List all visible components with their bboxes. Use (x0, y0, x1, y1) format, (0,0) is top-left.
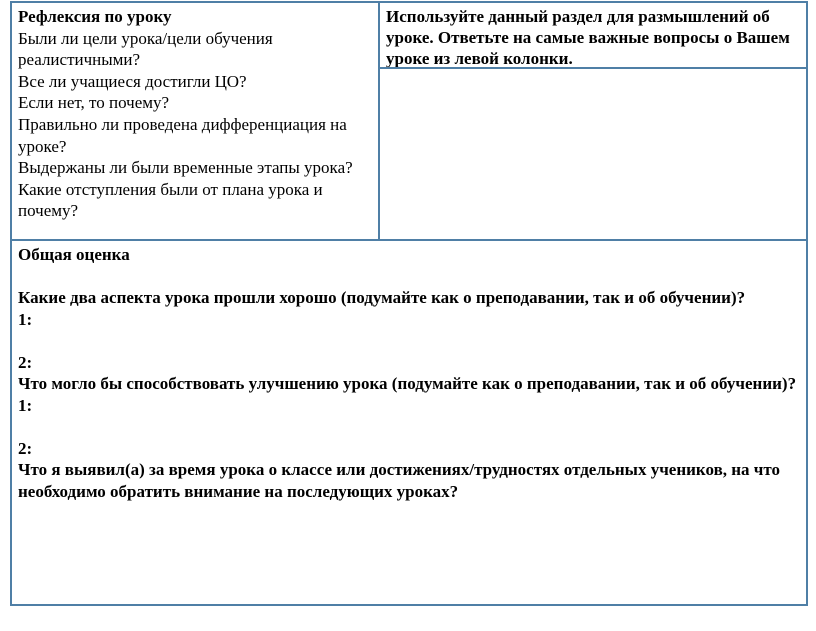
question-goals-achieved: Все ли учащиеся достигли ЦО? (18, 71, 247, 91)
reflection-questions-cell (10, 1, 380, 241)
overall-question-observations: Что я выявил(а) за время урока о классе или достижениях/трудностях отдельных учеников, на что необходимо обратить внимание на последующих уроках? (18, 460, 781, 501)
question-why-not: Если нет, то почему? (18, 93, 170, 113)
question-goals-realistic: Были ли цели урока/цели обучения реалистичными? (18, 28, 273, 70)
blank-line (18, 416, 800, 438)
instruction-text: Используйте данный раздел для размышлений об уроке. Ответьте на самые важные вопросы о Вашем уроке из левой колонки. (386, 7, 790, 68)
reflection-questions (18, 6, 374, 222)
improve-item-2: 2: (18, 438, 33, 458)
reflection-heading: Рефлексия по уроку (18, 7, 172, 26)
instruction-cell (378, 1, 808, 69)
overall-assessment-cell[interactable] (10, 239, 808, 606)
question-time-stages: Выдержаны ли были временные этапы урока? (18, 158, 353, 178)
blank-line (18, 330, 800, 352)
overall-heading: Общая оценка (18, 245, 130, 264)
reflection-table (10, 1, 808, 606)
improve-item-1: 1: (18, 395, 33, 415)
went-well-item-2: 2: (18, 352, 33, 372)
question-differentiation: Правильно ли проведена дифференциация на уроке? (18, 114, 347, 156)
overall-question-went-well: Какие два аспекта урока прошли хорошо (подумайте как о преподавании, так и об обучении)? (18, 288, 746, 307)
question-deviations: Какие отступления были от плана урока и почему? (18, 179, 323, 221)
overall-question-improve: Что могло бы способствовать улучшению урока (подумайте как о преподавании, так и об обучении)? (18, 374, 797, 393)
went-well-item-1: 1: (18, 309, 33, 329)
blank-line (18, 266, 800, 288)
overall-assessment (18, 244, 800, 502)
reflection-answer-cell[interactable] (378, 67, 808, 241)
